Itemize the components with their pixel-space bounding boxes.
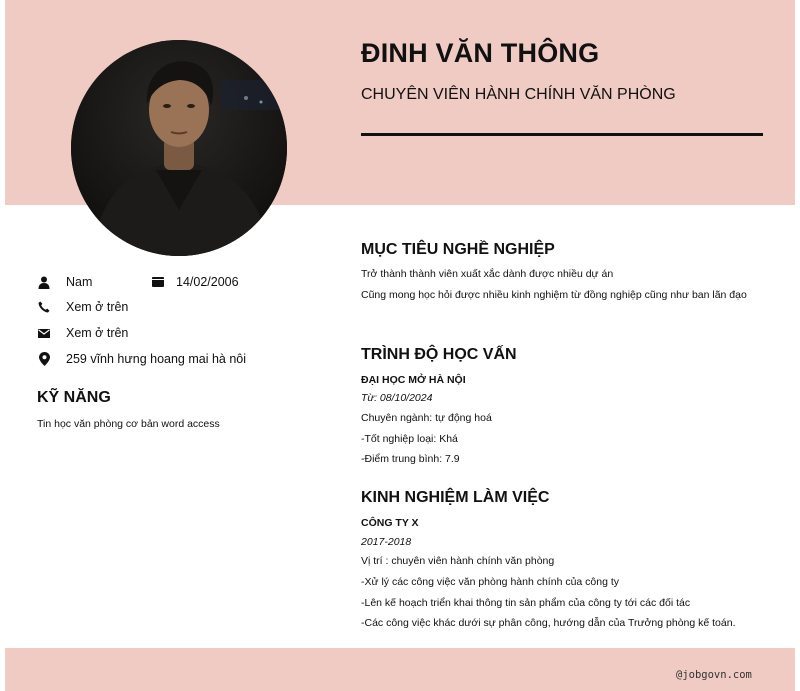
education-line: Chuyên ngành: tự động hoá	[361, 412, 492, 424]
email-row	[37, 326, 128, 340]
birthdate-row	[151, 275, 239, 289]
objective-heading: MỤC TIÊU NGHỀ NGHIỆP	[361, 241, 555, 258]
person-icon	[37, 275, 51, 289]
education-line: -Điểm trung bình: 7.9	[361, 453, 460, 465]
objective-line: Cũng mong học hỏi được nhiều kinh nghiệm từ đồng nghiệp cũng như ban lãn đạo	[361, 289, 747, 301]
experience-line: -Các công việc khác dưới sự phân công, hướng dẫn của Trưởng phòng kế toán.	[361, 617, 736, 629]
envelope-icon	[37, 326, 51, 340]
phone-icon	[37, 300, 51, 314]
calendar-icon	[151, 275, 165, 289]
experience-line: -Xử lý các công việc văn phòng hành chính của công ty	[361, 576, 620, 588]
objective-text	[361, 264, 763, 306]
map-pin-icon	[37, 352, 51, 366]
objective-line: Trở thành thành viên xuất xắc dành được nhiều dự án	[361, 268, 614, 280]
address-row	[37, 352, 246, 366]
company-name: CÔNG TY X	[361, 517, 419, 529]
phone-value: Xem ở trên	[66, 300, 129, 314]
school-name: ĐẠI HỌC MỞ HÀ NỘI	[361, 374, 466, 386]
experience-heading: KINH NGHIỆM LÀM VIỆC	[361, 489, 550, 506]
experience-line: Vị trí : chuyên viên hành chính văn phòng	[361, 555, 555, 567]
address-value: 259 vĩnh hưng hoang mai hà nôi	[66, 352, 247, 366]
phone-row	[37, 300, 128, 314]
education-heading: TRÌNH ĐỘ HỌC VẤN	[361, 346, 517, 363]
skills-heading: KỸ NĂNG	[37, 389, 111, 406]
email-value: Xem ở trên	[66, 326, 129, 340]
title-divider	[361, 133, 763, 136]
education-line: -Tốt nghiệp loại: Khá	[361, 433, 458, 445]
gender-row	[37, 275, 92, 289]
footer-watermark: @jobgovn.com	[676, 669, 752, 681]
profile-photo	[71, 40, 287, 256]
job-title: CHUYÊN VIÊN HÀNH CHÍNH VĂN PHÒNG	[361, 86, 676, 103]
birthdate-value: 14/02/2006	[176, 275, 239, 289]
education-date: Từ: 08/10/2024	[361, 392, 433, 404]
skills-text: Tin học văn phòng cơ bản word access	[37, 418, 220, 430]
experience-line: -Lên kế hoạch triển khai thông tin sản phẩm của công ty tới các đối tác	[361, 597, 691, 609]
candidate-name: ĐINH VĂN THÔNG	[361, 38, 600, 68]
experience-period: 2017-2018	[361, 536, 412, 548]
gender-value: Nam	[66, 275, 93, 289]
